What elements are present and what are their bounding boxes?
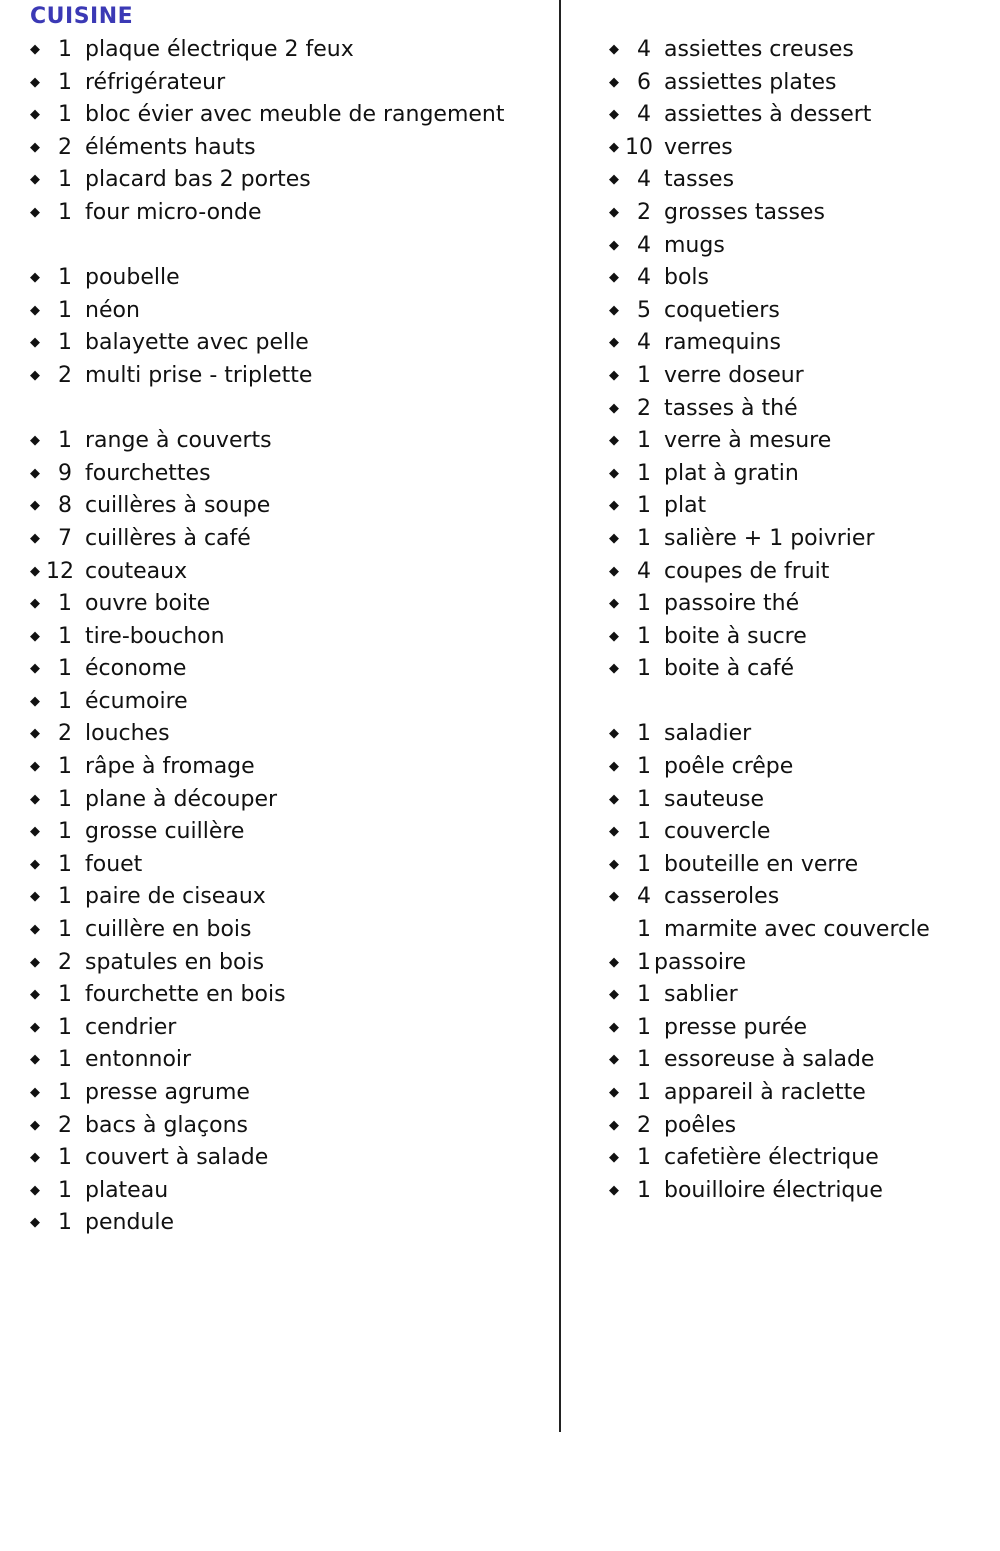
item-label: boite à sucre	[664, 623, 807, 649]
item-quantity: 4	[637, 884, 651, 910]
item-label: cuillère en bois	[85, 917, 252, 943]
item-label: grosses tasses	[664, 199, 825, 225]
item-label: poêle crêpe	[664, 754, 794, 780]
item-quantity: 1	[637, 362, 651, 388]
diamond-bullet-icon: ◆	[609, 954, 619, 970]
diamond-bullet-icon: ◆	[30, 889, 40, 905]
item-quantity: 1	[58, 102, 72, 128]
diamond-bullet-icon: ◆	[609, 172, 619, 188]
diamond-bullet-icon: ◆	[609, 759, 619, 775]
item-label: sablier	[664, 982, 738, 1008]
item-label: passoire thé	[664, 591, 800, 617]
item-quantity: 4	[637, 330, 651, 356]
item-quantity: 4	[637, 167, 651, 193]
diamond-bullet-icon: ◆	[609, 139, 619, 155]
item-quantity: 1	[58, 1177, 72, 1203]
diamond-bullet-icon: ◆	[30, 661, 40, 677]
item-label: bouilloire électrique	[664, 1177, 883, 1203]
item-label: couvercle	[664, 819, 771, 845]
diamond-bullet-icon: ◆	[30, 270, 40, 286]
diamond-bullet-icon: ◆	[609, 596, 619, 612]
item-quantity: 4	[637, 558, 651, 584]
item-quantity: 8	[58, 493, 72, 519]
item-quantity: 6	[637, 69, 651, 95]
item-label: grosse cuillère	[85, 819, 245, 845]
item-quantity: 1	[58, 819, 72, 845]
item-quantity: 4	[637, 265, 651, 291]
item-quantity: 1	[58, 982, 72, 1008]
item-quantity: 4	[637, 102, 651, 128]
item-quantity: 1	[637, 851, 651, 877]
item-label: fourchette en bois	[85, 982, 286, 1008]
item-quantity: 4	[637, 232, 651, 258]
diamond-bullet-icon: ◆	[609, 1117, 619, 1133]
item-label: mugs	[664, 232, 725, 258]
diamond-bullet-icon: ◆	[609, 74, 619, 90]
diamond-bullet-icon: ◆	[609, 1085, 619, 1100]
item-quantity: 1	[637, 525, 651, 551]
diamond-bullet-icon: ◆	[609, 367, 619, 383]
item-label: marmite avec couvercle	[664, 917, 930, 943]
item-quantity: 4	[637, 37, 651, 62]
diamond-bullet-icon: ◆	[30, 1215, 40, 1231]
item-quantity: 1	[637, 493, 651, 519]
item-label: verre doseur	[664, 362, 804, 388]
diamond-bullet-icon: ◆	[609, 42, 619, 57]
diamond-bullet-icon: ◆	[609, 465, 619, 481]
diamond-bullet-icon: ◆	[30, 465, 40, 481]
item-quantity: 2	[58, 362, 72, 388]
diamond-bullet-icon: ◆	[609, 889, 619, 905]
item-label: paire de ciseaux	[85, 884, 266, 910]
item-label: cendrier	[85, 1014, 177, 1040]
item-label: pendule	[85, 1210, 174, 1236]
item-quantity: 1	[58, 1080, 72, 1105]
item-quantity: 2	[637, 1112, 651, 1138]
diamond-bullet-icon: ◆	[30, 1085, 40, 1100]
item-quantity: 1	[637, 721, 651, 747]
item-quantity: 5	[637, 297, 651, 323]
item-label: plat à gratin	[664, 460, 799, 486]
diamond-bullet-icon: ◆	[609, 1182, 619, 1198]
diamond-bullet-icon: ◆	[30, 1117, 40, 1133]
item-label: cuillères à soupe	[85, 493, 271, 519]
item-quantity: 1	[58, 265, 72, 291]
diamond-bullet-icon: ◆	[609, 1019, 619, 1035]
item-quantity: 1	[58, 754, 72, 780]
item-quantity: 1	[58, 884, 72, 910]
item-quantity: 12	[46, 558, 74, 584]
item-label: coquetiers	[664, 297, 780, 323]
item-quantity: 1	[637, 1014, 651, 1040]
item-quantity: 1	[58, 1047, 72, 1073]
item-quantity: 1	[58, 69, 72, 95]
item-label: bouteille en verre	[664, 851, 859, 877]
diamond-bullet-icon: ◆	[609, 530, 619, 546]
diamond-bullet-icon: ◆	[30, 759, 40, 775]
diamond-bullet-icon: ◆	[609, 791, 619, 807]
item-label: verre à mesure	[664, 428, 832, 454]
item-label: saladier	[664, 721, 752, 747]
item-quantity: 1	[637, 917, 651, 943]
item-label: louches	[85, 721, 170, 747]
item-label: réfrigérateur	[85, 69, 226, 95]
item-label: spatules en bois	[85, 949, 265, 975]
section-title: CUISINE	[30, 4, 134, 29]
item-label: râpe à fromage	[85, 754, 255, 780]
item-quantity: 9	[58, 460, 72, 486]
item-label: couteaux	[85, 558, 188, 584]
item-label: salière + 1 poivrier	[664, 525, 875, 551]
diamond-bullet-icon: ◆	[30, 824, 40, 840]
diamond-bullet-icon: ◆	[609, 433, 619, 449]
diamond-bullet-icon: ◆	[30, 335, 40, 351]
diamond-bullet-icon: ◆	[30, 172, 40, 188]
diamond-bullet-icon: ◆	[30, 367, 40, 383]
item-label: four micro-onde	[85, 199, 262, 225]
diamond-bullet-icon: ◆	[30, 1182, 40, 1198]
item-quantity: 1	[58, 656, 72, 682]
diamond-bullet-icon: ◆	[30, 530, 40, 546]
diamond-bullet-icon: ◆	[609, 400, 619, 416]
item-quantity: 2	[637, 199, 651, 225]
diamond-bullet-icon: ◆	[609, 204, 619, 220]
diamond-bullet-icon: ◆	[30, 433, 40, 449]
item-quantity: 1	[58, 330, 72, 356]
item-label: cuillères à café	[85, 525, 251, 551]
item-label: éléments hauts	[85, 134, 256, 160]
item-quantity: 2	[58, 1112, 72, 1138]
item-quantity: 2	[58, 721, 72, 747]
item-label: boite à café	[664, 656, 795, 682]
diamond-bullet-icon: ◆	[609, 1150, 619, 1166]
diamond-bullet-icon: ◆	[609, 335, 619, 351]
item-label: placard bas 2 portes	[85, 167, 311, 193]
item-quantity: 1	[637, 460, 651, 486]
diamond-bullet-icon: ◆	[609, 237, 619, 253]
diamond-bullet-icon: ◆	[609, 628, 619, 644]
item-quantity: 1	[637, 786, 651, 812]
diamond-bullet-icon: ◆	[609, 987, 619, 1003]
item-label: range à couverts	[85, 428, 272, 454]
diamond-bullet-icon: ◆	[30, 954, 40, 970]
diamond-bullet-icon: ◆	[30, 1150, 40, 1166]
item-quantity: 1	[58, 688, 72, 714]
item-label: sauteuse	[664, 786, 764, 812]
item-label: tasses à thé	[664, 395, 798, 421]
diamond-bullet-icon: ◆	[609, 1052, 619, 1068]
item-label: passoire	[654, 949, 747, 975]
item-quantity: 1	[58, 37, 72, 62]
diamond-bullet-icon: ◆	[609, 107, 619, 123]
item-label: néon	[85, 297, 140, 323]
item-quantity: 1	[637, 656, 651, 682]
item-label: plateau	[85, 1177, 169, 1203]
item-label: fourchettes	[85, 460, 211, 486]
diamond-bullet-icon: ◆	[609, 563, 619, 579]
diamond-bullet-icon: ◆	[30, 1019, 40, 1035]
item-label: ramequins	[664, 330, 781, 356]
item-quantity: 2	[637, 395, 651, 421]
item-label: presse agrume	[85, 1080, 250, 1105]
diamond-bullet-icon: ◆	[30, 563, 40, 579]
diamond-bullet-icon: ◆	[30, 922, 40, 938]
diamond-bullet-icon: ◆	[30, 74, 40, 90]
item-label: bacs à glaçons	[85, 1112, 248, 1138]
item-label: entonnoir	[85, 1047, 192, 1073]
item-quantity: 1	[637, 623, 651, 649]
item-label: économe	[85, 656, 187, 682]
item-quantity: 1	[58, 591, 72, 617]
item-quantity: 2	[58, 949, 72, 975]
item-label: écumoire	[85, 688, 188, 714]
diamond-bullet-icon: ◆	[30, 596, 40, 612]
diamond-bullet-icon: ◆	[609, 498, 619, 514]
item-quantity: 1	[637, 949, 651, 975]
item-label: bols	[664, 265, 709, 291]
item-quantity: 1	[637, 754, 651, 780]
diamond-bullet-icon: ◆	[30, 791, 40, 807]
item-label: plat	[664, 493, 707, 519]
item-quantity: 1	[637, 819, 651, 845]
item-quantity: 1	[58, 1145, 72, 1171]
item-label: poêles	[664, 1112, 737, 1138]
item-label: fouet	[85, 851, 143, 877]
item-quantity: 1	[58, 297, 72, 323]
item-quantity: 1	[637, 1177, 651, 1203]
item-quantity: 1	[58, 1210, 72, 1236]
item-label: plaque électrique 2 feux	[85, 37, 354, 62]
item-quantity: 1	[637, 428, 651, 454]
item-quantity: 1	[637, 1047, 651, 1073]
item-quantity: 1	[637, 1145, 651, 1171]
item-label: bloc évier avec meuble de rangement	[85, 102, 505, 128]
item-label: tasses	[664, 167, 735, 193]
item-quantity: 10	[625, 134, 653, 160]
item-quantity: 1	[58, 851, 72, 877]
item-quantity: 2	[58, 134, 72, 160]
item-label: assiettes creuses	[664, 37, 854, 62]
diamond-bullet-icon: ◆	[30, 42, 40, 57]
diamond-bullet-icon: ◆	[30, 628, 40, 644]
diamond-bullet-icon: ◆	[30, 139, 40, 155]
item-quantity: 1	[58, 428, 72, 454]
diamond-bullet-icon: ◆	[30, 1052, 40, 1068]
item-label: assiettes à dessert	[664, 102, 872, 128]
item-label: couvert à salade	[85, 1145, 269, 1171]
diamond-bullet-icon: ◆	[609, 661, 619, 677]
item-label: casseroles	[664, 884, 780, 910]
item-label: presse purée	[664, 1014, 808, 1040]
diamond-bullet-icon: ◆	[30, 204, 40, 220]
item-quantity: 1	[637, 982, 651, 1008]
diamond-bullet-icon: ◆	[30, 856, 40, 872]
item-label: ouvre boite	[85, 591, 211, 617]
item-quantity: 1	[58, 167, 72, 193]
item-quantity: 1	[58, 1014, 72, 1040]
item-quantity: 1	[58, 623, 72, 649]
item-quantity: 1	[58, 786, 72, 812]
column-divider	[559, 0, 561, 1432]
item-quantity: 7	[58, 525, 72, 551]
diamond-bullet-icon: ◆	[30, 987, 40, 1003]
item-label: cafetière électrique	[664, 1145, 879, 1171]
item-label: tire-bouchon	[85, 623, 225, 649]
diamond-bullet-icon: ◆	[609, 302, 619, 318]
item-label: assiettes plates	[664, 69, 837, 95]
item-quantity: 1	[58, 917, 72, 943]
item-label: multi prise - triplette	[85, 362, 313, 388]
diamond-bullet-icon: ◆	[30, 693, 40, 709]
diamond-bullet-icon: ◆	[609, 856, 619, 872]
diamond-bullet-icon: ◆	[609, 270, 619, 286]
item-quantity: 1	[637, 1080, 651, 1105]
item-label: appareil à raclette	[664, 1080, 866, 1105]
item-label: coupes de fruit	[664, 558, 830, 584]
diamond-bullet-icon: ◆	[30, 498, 40, 514]
item-label: poubelle	[85, 265, 180, 291]
item-label: verres	[664, 134, 733, 160]
diamond-bullet-icon: ◆	[609, 726, 619, 742]
diamond-bullet-icon: ◆	[30, 726, 40, 742]
item-quantity: 1	[58, 199, 72, 225]
item-label: plane à découper	[85, 786, 278, 812]
diamond-bullet-icon: ◆	[30, 302, 40, 318]
item-label: balayette avec pelle	[85, 330, 309, 356]
item-label: essoreuse à salade	[664, 1047, 875, 1073]
diamond-bullet-icon: ◆	[30, 107, 40, 123]
diamond-bullet-icon: ◆	[609, 824, 619, 840]
item-quantity: 1	[637, 591, 651, 617]
